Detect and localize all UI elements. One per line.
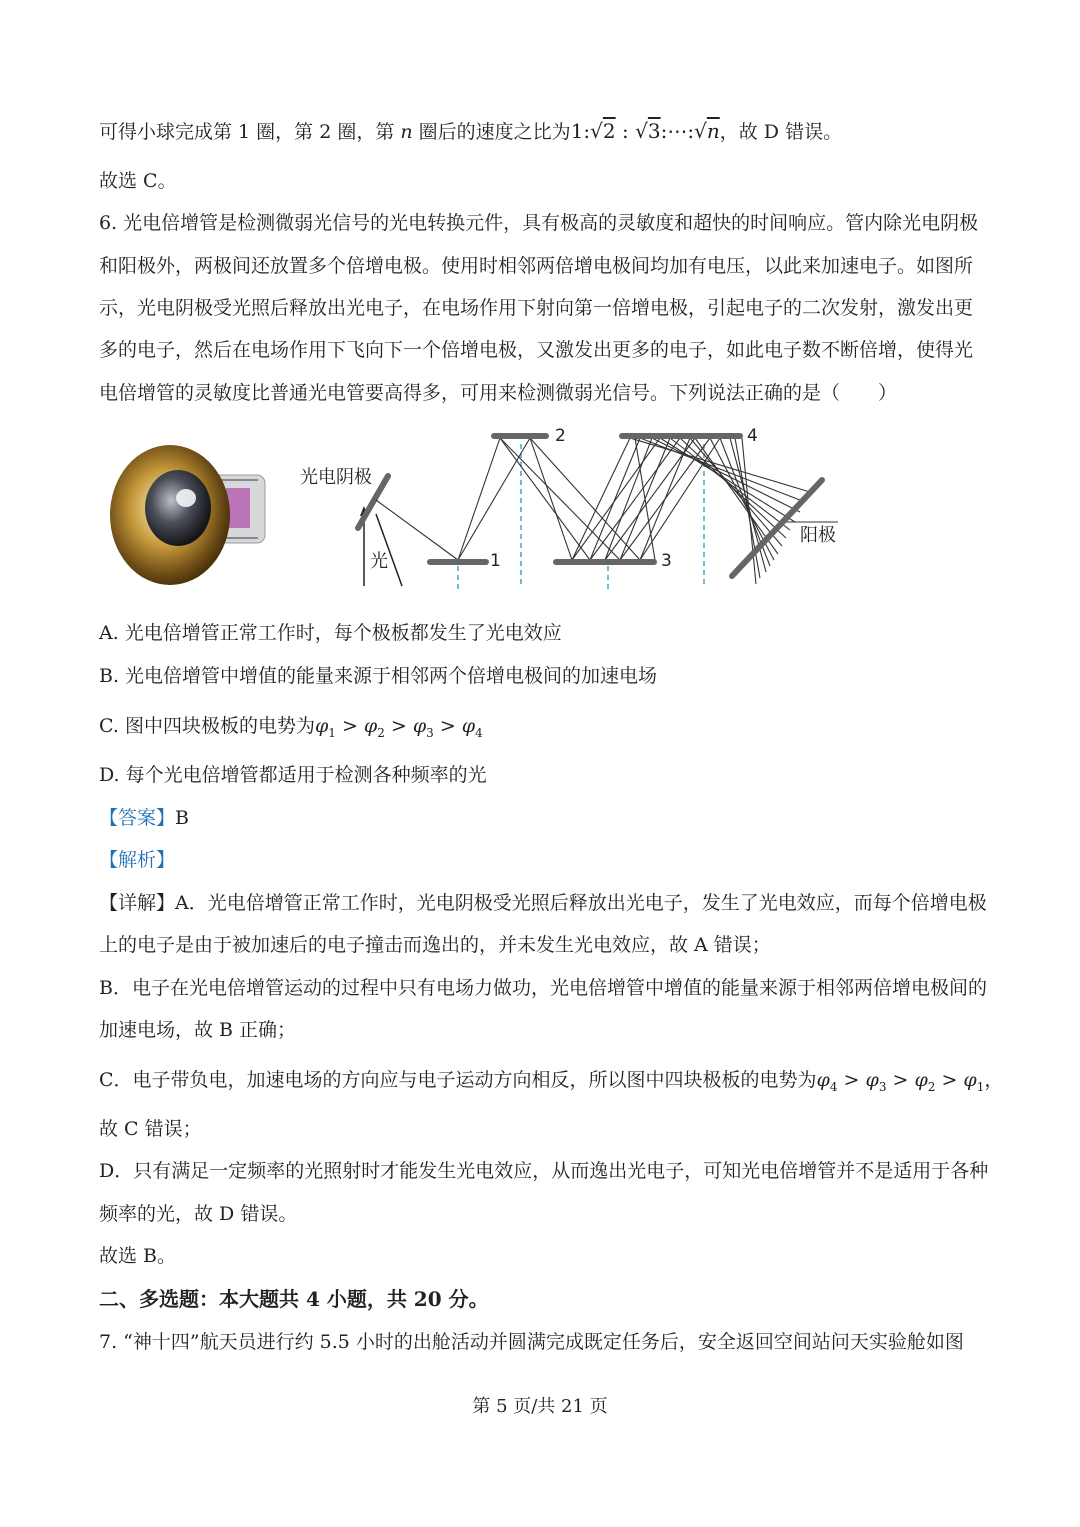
detail-line-8: 频率的光，故 D 错误。	[99, 1203, 298, 1225]
q6-stem-line-1: 6. 光电倍增管是检测微弱光信号的光电转换元件，具有极高的灵敏度和超快的时间响应。管内除光电阴极	[99, 212, 979, 234]
detail-line-5: C．电子带负电，加速电场的方向应与电子运动方向相反，所以图中四块极板的电势为$\varphi_4 > \varphi_3 > \varphi_2 > \varphi_1$，	[99, 1069, 1004, 1094]
detail-c-formula: $\varphi_4 > \varphi_3 > \varphi_2 > \varphi_1$	[816, 1069, 985, 1094]
option-c-formula: $\varphi_1 > \varphi_2 > \varphi_3 > \varphi_4$	[314, 715, 483, 740]
page-footer: 第 5 页/共 21 页	[472, 1396, 608, 1417]
answer-tag: 【答案】	[99, 807, 176, 829]
q6-stem-line-3: 示，光电阴极受光照后释放出光电子，在电场作用下射向第一倍增电极，引起电子的二次发射，激发出更	[99, 297, 974, 319]
answer-line	[99, 805, 189, 831]
q6-stem-line-4: 多的电子，然后在电场作用下飞向下一个倍增电极，又激发出更多的电子，如此电子数不断倍增，使得光	[99, 339, 974, 361]
answer-value: B	[175, 807, 189, 829]
dynode-3-label: 3	[661, 551, 672, 571]
prev-solution-text: 可得小球完成第 1 圈，第 2 圈，第	[99, 121, 401, 143]
analysis-tag: 【解析】	[99, 849, 176, 871]
dynode-1-label: 1	[490, 551, 501, 571]
dynode-4-label: 4	[747, 426, 758, 446]
detail-line-6: 故 C 错误；	[99, 1118, 202, 1140]
detail-line-2: 上的电子是由于被加速后的电子撞击而逸出的，并未发生光电效应，故 A 错误；	[99, 934, 771, 956]
detail-tag: 【详解】	[99, 892, 176, 914]
detail-line-1: 【详解】A．光电倍增管正常工作时，光电阴极受光照后释放出光电子，发生了光电效应，而每个倍增电极	[99, 892, 987, 914]
light-label: 光	[370, 551, 388, 572]
cathode-label: 光电阴极	[300, 467, 372, 488]
q6-stem-line-5: 电倍增管的灵敏度比普通光电管要高得多，可用来检测微弱光信号。下列说法正确的是（ ）	[99, 382, 898, 404]
q6-conclusion: 故选 B。	[99, 1245, 177, 1267]
photomultiplier-photo	[108, 440, 278, 590]
q7-line-1: 7. “神十四”航天员进行约 5.5 小时的出舱活动并圆满完成既定任务后，安全返回空间站问天实验舱如图	[99, 1331, 964, 1353]
prev-solution-text: 圈后的速度之比为	[412, 121, 571, 143]
prev-solution-line	[99, 118, 842, 145]
prev-conclusion: 故选 C。	[99, 170, 177, 192]
ratio-expression: 1:√2 : √3:⋯:√n	[570, 119, 720, 143]
option-c-text: C. 图中四块极板的电势为	[99, 715, 315, 737]
anode-label: 阳极	[800, 525, 836, 546]
option-c	[99, 713, 483, 746]
option-d: D. 每个光电倍增管都适用于检测各种频率的光	[99, 764, 487, 786]
dynode-2-label: 2	[555, 426, 566, 446]
section-heading: 二、多选题：本大题共 4 小题，共 20 分。	[99, 1287, 489, 1311]
detail-line-3: B．电子在光电倍增管运动的过程中只有电场力做功，光电倍增管中增值的能量来源于相邻两倍增电极间的	[99, 977, 987, 999]
prev-solution-text: ，故 D 错误。	[719, 121, 843, 143]
q6-stem-line-2: 和阳极外，两极间还放置多个倍增电极。使用时相邻两倍增电极间均加有电压，以此来加速电子。如图所	[99, 255, 974, 277]
option-a: A. 光电倍增管正常工作时，每个极板都发生了光电效应	[99, 622, 562, 644]
detail-line-7: D．只有满足一定频率的光照射时才能发生光电效应，从而逸出光电子，可知光电倍增管并不是适用于各种	[99, 1160, 989, 1182]
detail-line-4: 加速电场，故 B 正确；	[99, 1019, 297, 1041]
var-n: n	[400, 121, 413, 143]
option-b: B. 光电倍增管中增值的能量来源于相邻两个倍增电极间的加速电场	[99, 665, 658, 687]
photomultiplier-schematic	[290, 420, 850, 600]
